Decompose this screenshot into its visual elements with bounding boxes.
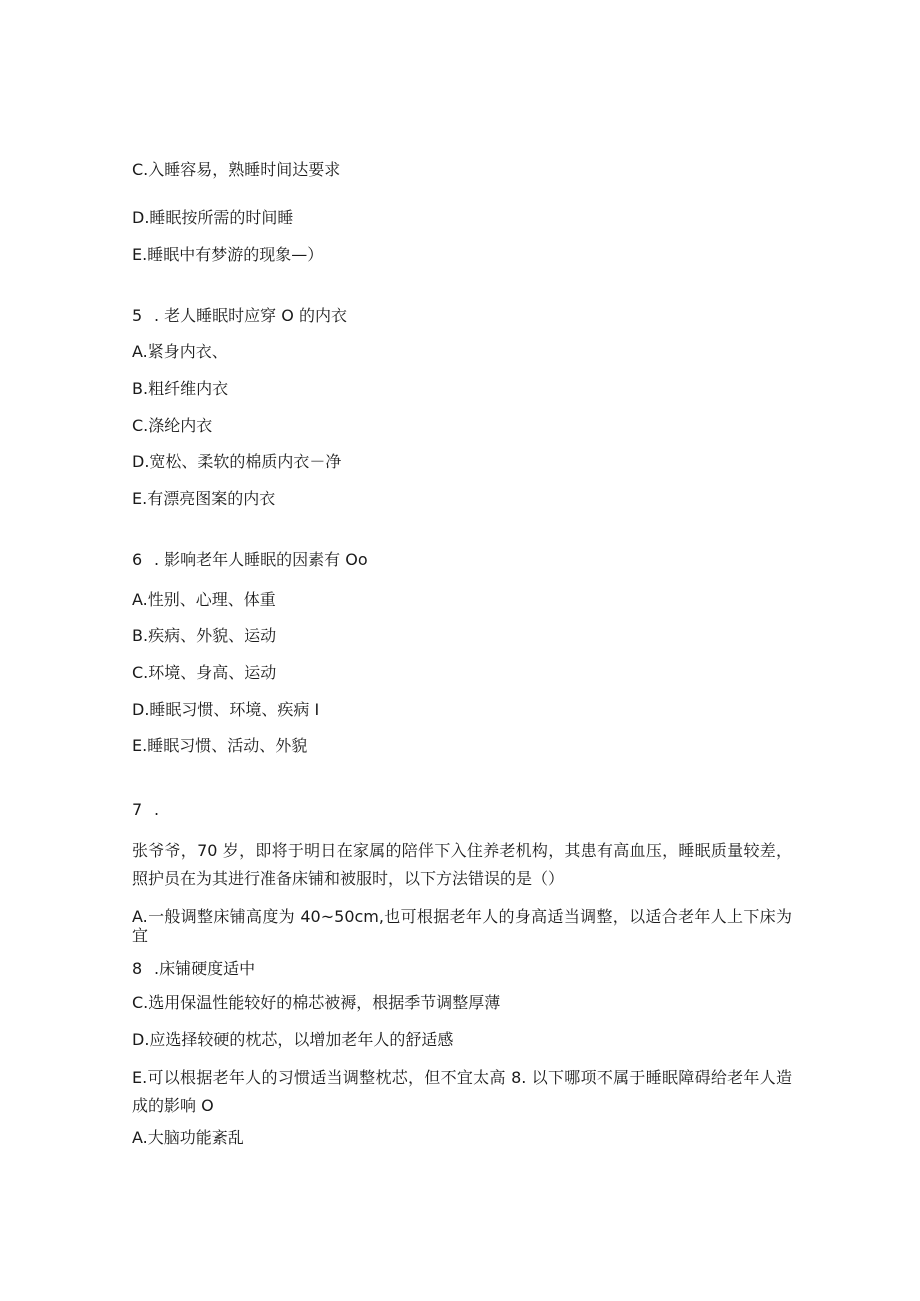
q7-option-c: C.选用保温性能较好的棉芯被褥，根据季节调整厚薄 <box>132 993 501 1012</box>
q7-option-e: E.可以根据老年人的习惯适当调整枕芯，但不宜太高 8. 以下哪项不属于睡眠障碍给老年人造成的影响 O <box>132 1068 792 1115</box>
q6-option-a: A.性别、心理、体重 <box>132 590 276 609</box>
q5-option-d: D.宽松、柔软的棉质内衣－净 <box>132 452 342 471</box>
q6-option-d: D.睡眠习惯、环境、疾病 I <box>132 700 320 719</box>
q7-option-a: A.一般调整床铺高度为 40~50cm,也可根据老年人的身高适当调整，以适合老年人上下床为宜 <box>132 907 792 945</box>
q5-stem-text: . 老人睡眠时应穿 O 的内衣 <box>154 306 347 325</box>
q7-option-b <box>132 959 255 979</box>
q4-option-d: D.睡眠按所需的时间睡 <box>132 208 294 227</box>
q5-stem <box>132 306 347 326</box>
q8-option-a: A.大脑功能紊乱 <box>132 1128 244 1147</box>
q7-number-dot: . <box>154 800 160 819</box>
q7-stem: 张爷爷，70 岁，即将于明日在家属的陪伴下入住养老机构，其患有高血压，睡眠质量较差，照护员在为其进行准备床铺和被服时，以下方法错误的是（） <box>132 841 792 888</box>
q7-number: 7 <box>132 800 143 819</box>
q6-number: 6 <box>132 550 143 569</box>
q5-number: 5 <box>132 306 143 325</box>
q4-option-e: E.睡眠中有梦游的现象—） <box>132 245 324 264</box>
q5-option-e: E.有漂亮图案的内衣 <box>132 489 276 508</box>
q6-option-b: B.疾病、外貌、运动 <box>132 626 277 645</box>
q6-stem-text: . 影响老年人睡眠的因素有 Oo <box>154 550 368 569</box>
q5-option-a: A.紧身内衣、 <box>132 342 228 361</box>
q7-option-d: D.应选择较硬的枕芯，以增加老年人的舒适感 <box>132 1030 454 1049</box>
q6-option-e: E.睡眠习惯、活动、外貌 <box>132 736 308 755</box>
q7-option-b-number: 8 <box>132 959 143 978</box>
q7-option-b-text: .床铺硬度适中 <box>154 959 256 978</box>
q5-option-b: B.粗纤维内衣 <box>132 379 229 398</box>
q5-option-c: C.涤纶内衣 <box>132 416 213 435</box>
q6-option-c: C.环境、身高、运动 <box>132 663 277 682</box>
q4-option-c: C.入睡容易，熟睡时间达要求 <box>132 160 341 179</box>
q6-stem <box>132 550 368 570</box>
q7-number-line <box>132 800 159 820</box>
